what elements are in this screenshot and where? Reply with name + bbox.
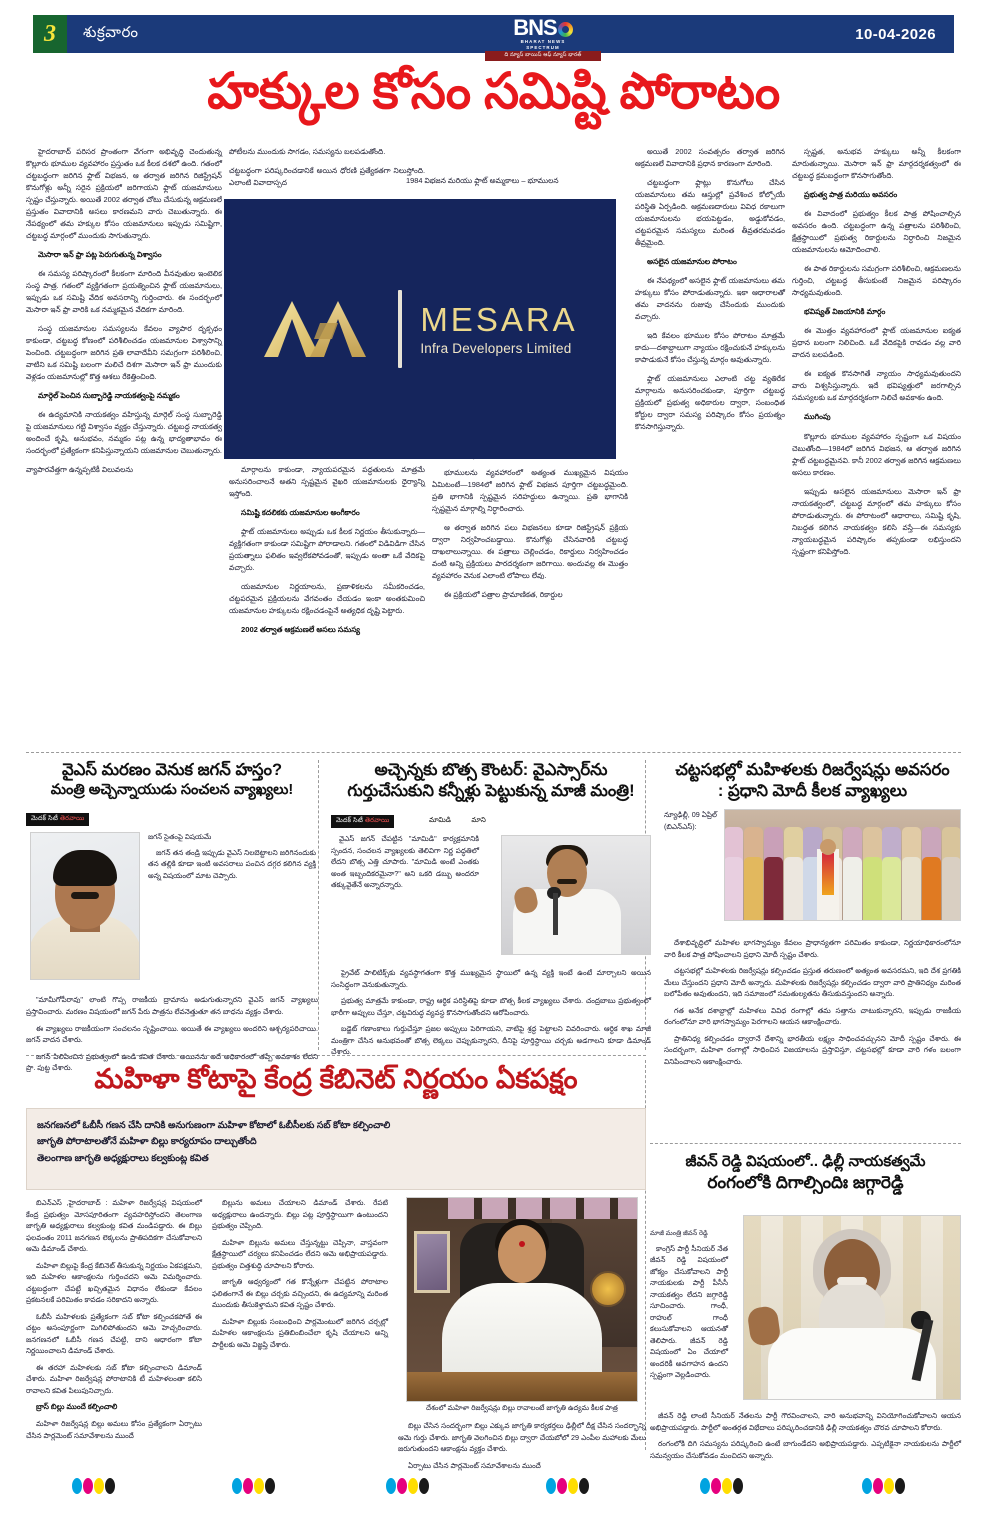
article3-dateline: న్యూఢిల్లీ, 09 ఏప్రిల్ (బిఎన్ఎస్): — [664, 810, 718, 831]
article-subheading: మెసారా ఇన్ ఫ్రా పట్ల పెరుగుతున్న విశ్వాసం — [38, 249, 162, 259]
yellow-dot — [568, 1478, 578, 1494]
paragraph: ఈ ప్రక్రియలో పత్రాల ప్రామాణికత, రికార్డుల — [444, 589, 563, 599]
paragraph: యజమానుల నిర్ణయాలను, ప్రణాళికలను సమీకరించడం, చట్టపరమైన ప్రక్రియలను వేగవంతం చేయడం ఇంకా అంతకుమించి యజమానుల హక్కులను రక్షించడంపైనే అత్యధిక దృష్టి పెట్టారు. — [229, 582, 425, 616]
black-dot — [895, 1478, 905, 1494]
photo-kavitha — [406, 1197, 638, 1402]
article-subheading: మార్గెల్ పెంచిన సుబ్బారెడ్డి నాయకత్వంపై నమ్మకం — [38, 391, 180, 401]
mid-article-3 — [664, 760, 961, 1072]
article-subheading: అసలైన యజమానుల పోరాటం — [647, 256, 737, 266]
cmyk-group — [232, 1478, 275, 1494]
bottom-left-column-2 — [212, 1197, 388, 1355]
headline-line2: గుర్తుచేసుకుని కన్నీళ్లు పెట్టుకున్న మాజీ మంత్రి! — [347, 781, 635, 800]
paragraph: ఫ్లాట్ యజమానులు ఎలాంటి చట్ట వ్యతిరేక మార్గాలను అనుసరించకుండా, పూర్తిగా చట్టబద్ధ ప్రక్రియలో ప్రభుత్వ అధికారుల ద్వారా, సంబంధిత కోర్టుల ద్వారా సమస్య పరిష్కారం కోసం ప్రయత్నం కొనసాగిస్తున్నారు. — [635, 374, 785, 431]
article-subheading: ముగింపు — [804, 412, 831, 422]
magenta-dot — [557, 1478, 567, 1494]
paragraph: బడ్జెట్ గణాంకాలు గుర్తుచేస్తూ ప్రజల అప్పులు పెరిగాయని, వాటిపై శ్రద్ధ పెట్టాలని వివరించారు. ఆర్థిక శాఖ మాజీ మంత్రిగా చేసిన అనుభవంతో బొత్స లెక్కలు చెప్పుకున్నారని, దీనిపై పూర్తిస్థాయి చర్చకు అడగాలని కూడా డిమాండ్ చేశారు. — [331, 1024, 651, 1057]
banner-line-2: జాగృతి పోరాటాలతోనే మహిళా బిల్లు కార్యరూపం దాల్చుతోంది — [37, 1135, 257, 1147]
mid-article-1 — [26, 760, 318, 1079]
tag-highlight: తెరవాయి — [60, 815, 85, 823]
masthead — [33, 15, 954, 59]
mid-section — [26, 760, 961, 1073]
main-headline: హక్కుల కోసం సమిష్టి పోరాటం — [207, 63, 780, 119]
paragraph: జీవన్ రెడ్డి లాంటి సీనియర్ నేతలను పార్టీ గౌరవించాలని, వారి అనుభవాన్ని వినియోగించుకోవాలని ఆయన అభిప్రాయపడ్డారు. పార్టీలో అంతర్గత విభేదాలు పరిష్కరించడానికి ఢిల్లీ నాయకత్వం చొరవ చూపాలని కోరారు. — [650, 1411, 961, 1432]
jeevan-reddy-caption: మాజీ మంత్రి జీవన్ రెడ్డి — [650, 1230, 708, 1237]
kavitha-photo-caption: దేశంలో మహిళా రిజర్వేషన్లు బిల్లు రావాలంటే జాగృతి ఉద్యమ కీలక పాత్ర — [426, 1405, 618, 1412]
headline-line1: వైఎస్ మరణం వెనుక జగన్ హస్తం? — [61, 761, 283, 779]
banner-line-3: తెలంగాణ జాగృతి అధ్యక్షురాలు కల్వకుంట్ల కవిత — [37, 1151, 209, 1163]
bottom-left-banner — [26, 1108, 646, 1190]
paragraph: వ్యాపారవేత్తగా ఉన్నప్పటికీ విలువలను — [26, 465, 134, 475]
bottom-right-continued — [650, 1410, 961, 1461]
paragraph: ఓబీసీ మహిళలకు ప్రత్యేకంగా సబ్ కోటా కల్పించకపోతే ఈ చట్టం అసంపూర్ణంగా మిగిలిపోతుందని ఆమె హెచ్చరించారు. జనగణనలో ఓబీసీ గణన చేపట్టి, దాని ఆధారంగా కోటా నిర్ణయించాలని డిమాండ్ చేశారు. — [26, 1311, 202, 1356]
paragraph: ప్రభుత్వ మాత్రమే కాకుండా, రాష్ట్ర ఆర్థిక పరిస్థితిపై కూడా బొత్స కీలక వ్యాఖ్యలు చేశారు. చంద్రబాబు ప్రభుత్వంలో భారీగా అప్పులు చేస్తూ, చట్టవిరుద్ధ వ్యవస్థ కొనసాగుతోందని ఆరోపించారు. — [331, 996, 651, 1017]
paragraph: కాంగ్రెస్ పార్టీ సీనియర్ నేత జీవన్ రెడ్డి విషయంలో జోక్యం చేసుకోవాలని పార్టీ నాయకులకు పార్టీ పీసీసీ నాయకత్వం లేదని జగ్గారెడ్డి సూచించారు. గాంధీ, రాహుల్ గాంధీ కలుసుకోవాలని ఆయనతో తెలిపారు. జీవన్ రెడ్డి విషయంలో ఏం చేయాలో అందరికీ అవగాహన ఉందని స్పష్టంగా వెల్లడించారు. — [650, 1243, 728, 1380]
cmyk-group — [72, 1478, 115, 1494]
paragraph: స్పష్టత, అనుభవ హక్కులు అన్నీ కీలకంగా మారుతున్నాయి. మెసారా ఇన్ ఫ్రా మార్గదర్శకత్వంలో ఈ చట్టబద్ధ క్రమబద్ధంగా కొనసాగుతోంది. — [792, 147, 961, 180]
paragraph: బిల్లును అమలు చేయాలని డిమాండ్ చేశారు. రేపటి అధ్యక్షురాలు ఉందన్నారు. బిల్లు పట్ల పూర్తిస్థాయిగా ఉంటుందని ప్రభుత్వం చెప్పింది. — [212, 1198, 388, 1231]
cyan-dot — [862, 1478, 872, 1494]
paragraph: మహిళా బిల్లుకు సంబంధించి పార్లమెంటులో జరిగిన చర్చల్లో మహిళల ఆకాంక్షలను ప్రతిబింబించేలా కృషి చేయాలని అన్ని పార్టీలకు ఆమె విజ్ఞప్తి చేశారు. — [212, 1316, 388, 1349]
paragraph: ప్రాతినిధ్య కల్పించడం ద్వారానే దేశాన్ని భారతీయ లక్ష్యం సాధించవచ్చునని మోదీ స్పష్టం చేశారు. ఈ సందర్భంగా, మహిళా రంగాల్లో సాధించిన విజయాలను ప్రస్తావిస్తూ, చట్టసభల్లో కూడా వారి గళం బలంగా వినిపించాలని ఆకాంక్షించారు. — [664, 1033, 961, 1066]
cmyk-registration-row — [0, 1478, 987, 1502]
paragraph: మహిళా బిల్లుపై కేంద్ర కేబినెట్ తీసుకున్న నిర్ణయం ఏకపక్షమని, ఇది మహిళల ఆకాంక్షలను గుర్తించదని ఆమె విమర్శించారు. చట్టబద్ధంగా చేపట్టే ఖచ్చితమైన విధానం లేకుండా కేవలం ప్రకటనలకే పరిమితం కావడం సరికాదని అన్నారు. — [26, 1260, 202, 1305]
bns-logo — [485, 15, 601, 61]
bottom-left-column-3 — [398, 1197, 646, 1476]
advertisement-mesara[interactable] — [224, 199, 616, 459]
article-subheading: సమిష్టి కదలికకు యజమానుల అంగీకారం — [241, 507, 360, 517]
magenta-dot — [83, 1478, 93, 1494]
photo-women-group — [724, 809, 961, 921]
article1-body — [26, 994, 318, 1073]
headline-line1: జీవన్ రెడ్డి విషయంలో.. ఢిల్లీ నాయకత్వమే — [685, 1153, 926, 1170]
black-dot — [265, 1478, 275, 1494]
page-number-badge — [33, 15, 67, 53]
paragraph: బిల్లు చేసిన సందర్భంగా బిల్లు ఎక్కువ జాగృతి కార్యకర్తలు ఢిల్లీలో దీక్ష చేసిన సందర్భాన్ని ఆమె గుర్తు చేశారు. జాగృతి వెలగించిన బిల్లు ద్వారా చేయబోలో 29 ఎంపీల మహాలకు మేలు జరుగుతుందని ఆకాంక్షను వ్యక్తం చేశారు. — [398, 1421, 646, 1454]
paragraph: బిఎన్ఎస్ ,హైదరాబాద్ : మహిళా రిజర్వేషన్ల విషయంలో కేంద్ర ప్రభుత్వం మోసపూరితంగా వ్యవహరిస్తోందని తెలంగాణ జాగృతి అధ్యక్షురాలు కల్వకుంట్ల కవిత మండిపడ్డారు. ఈ బిల్లు ఫలవంతం 2011 జనగణన లెక్కలను ప్రాతిపదికగా చేసుకోవాలని ఆమె డిమాండ్ చేశారు. — [26, 1198, 202, 1254]
photo-jagga-reddy — [743, 1215, 961, 1400]
paragraph: ఇది కేవలం భూముల కోసం పోరాటం మాత్రమే కాదు—దశాబ్దాలుగా న్యాయం రక్షించుకునే హక్కులను కాపాడుకునే కోసం చేస్తున్న మార్గం అవుతున్నారు. — [635, 331, 785, 365]
yellow-dot — [254, 1478, 264, 1494]
ad-caption: 1984 విభజన మరియు ఫ్లాట్ అమ్మకాలు – భూములన — [406, 176, 559, 185]
paragraph: ఈ వ్యాఖ్యలు రాజకీయంగా సంచలనం సృష్టించాయి. అయితే ఈ వ్యాఖ్యలు అందరిని ఆశ్చర్యపరిచాయి. జగన్ వాదన చేశారు. — [26, 1023, 318, 1045]
paragraph: గత అనేక దశాబ్దాల్లో మహిళలు వివిధ రంగాల్లో తమ సత్తాను చాటుకున్నారని, ఇప్పుడు రాజకీయ రంగంలోనూ వారి భాగస్వామ్యం పెరగాలని ఆయన ఆకాంక్షించారు. — [664, 1005, 961, 1027]
paragraph: రంగంలోకి దిగి సమస్యను పరిష్కరించి ఉంటే బాగుండేదని అభిప్రాయపడ్డారు. ఎప్పటికైనా నాయకులను పార్టీలో సమన్వయం చేసుకోవడం మంచిదని అన్నారు. — [650, 1439, 961, 1460]
yellow-dot — [722, 1478, 732, 1494]
ad-tagline: Infra Developers Limited — [420, 340, 572, 356]
mesara-logo-icon — [262, 293, 380, 365]
logo-divider — [398, 290, 402, 368]
paragraph: ఈ తరహా మహిళలకు సబ్ కోటా కల్పించాలని డిమాండ్ చేశారు. మహిళా రిజర్వేషన్ల పోరాటానికి టీ మహిళలంతా కలిసి రావాలని కవిత పిలుపునిచ్చారు. — [26, 1362, 202, 1395]
bottom-right-headline — [650, 1152, 961, 1194]
headline-line2: మంత్రి అచ్చెన్నాయుడు సంచలన వ్యాఖ్యలు! — [50, 781, 294, 798]
paragraph: చట్టసభల్లో మహిళలకు రిజర్వేషన్లు కల్పించడం ప్రస్తుత తరుణంలో అత్యంత అవసరమని, ఇది దేశ ప్రగతికి మేలు చేస్తుందని ప్రధాని మోదీ అన్నారు. మహిళలకు రిజర్వేషన్లు కల్పించడం ద్వారా వారి ప్రాతినిధ్యం మరింత బలోపేతం అవుతుందని, ఇది సమాజంలో సమతుల్యతను తీసుకువస్తుందని అన్నారు. — [664, 966, 961, 999]
article-subheading: భవిష్యత్ విజయానికి మార్గం — [804, 307, 886, 317]
paragraph: పోటీలను ముందుకు సాగడం, సమస్యను బలపడుతోంది. — [229, 147, 386, 156]
paragraph: "మామీగోపీరావు" లాంటి గొప్ప రాజకీయ ద్రామాను అడుగుతున్నారని వైఎస్ జగన్ వ్యాఖ్యలు ప్రస్తావించారు. మరణం విషయంలో జగన్ పేరు పాత్రను లేవనెత్తుతూ తన బాధను వ్యక్తం చేశారు. — [26, 995, 318, 1016]
magenta-dot — [397, 1478, 407, 1494]
paragraph: ఈ ఉద్యమానికి నాయకత్వం వహిస్తున్న మార్గెల్ సంస్థ సుబ్బారెడ్డి పై యజమానులు గట్టి విశ్వాసం వ్యక్తం చేస్తున్నారు. చట్టబద్ధ నాయకత్వ అందించే కృషి, అనుభవం, నమ్మకం పట్ల ఉన్న భాద్యతాభావం ఈ సందర్భంలో ప్రత్యేకంగా కనిపిస్తున్నాయని యజమానుల చెబుతున్నారు. — [26, 410, 222, 456]
article3-headline — [664, 760, 961, 801]
source-tag — [26, 813, 89, 826]
paragraph: భూములను వ్యవహారంలో అత్యంత ముఖ్యమైన విషయం ఏమిటంటే—1984లో జరిగిన ఫ్లాట్ విభజన పూర్తిగా చట్టబద్ధమైంది. ప్రతి భాగానికి స్పష్టమైన సరిహద్దులు ఉన్నాయి. ప్రతి భాగానికి స్పష్టమైన మార్గాల్ని నిర్ధారించారు. — [432, 467, 628, 513]
paragraph: మహిళా రిజర్వేషన్ల బిల్లు అమలు కోసం ప్రత్యేకంగా ఏర్పాటు చేసిన పార్లమెంట్ సమావేశాలను ముందే — [26, 1419, 202, 1440]
article3-body — [664, 937, 961, 1067]
cyan-dot — [232, 1478, 242, 1494]
yellow-dot — [408, 1478, 418, 1494]
paragraph: ఈ ఐక్యత కొనసాగితే న్యాయం సాధ్యమవుతుందని వారు విశ్వసిస్తున్నారు. ఇదే భవిష్యత్తులో జరగాల్సిన సమస్యలకు ఒక మార్గదర్శకంగా నిలిచే అవకాశం ఉంది. — [792, 369, 961, 403]
cyan-dot — [700, 1478, 710, 1494]
article-subheading: 2002 తర్వాత ఆక్రమణలే అసలు సమస్య — [241, 625, 360, 635]
section-divider — [650, 1143, 961, 1144]
headline-line2: రంగంలోకి దిగాల్సిందిః జగ్గారెడ్డి — [707, 1172, 904, 1192]
black-dot — [579, 1478, 589, 1494]
paragraph: హైదరాబాద్ పరిసర ప్రాంతంగా వేగంగా అభివృద్ధి చెందుతున్న కొల్లూరు భూముల వ్యవహారం ప్రస్తుతం ఒక కీలక దశలో ఉంది. గతంలో చట్టబద్ధంగా జరిగిన ఫ్లాట్ విభజన, ఆ తర్వాత జరిగిన రిజిస్ట్రేషన్ కొనుగోళ్లు అన్నీ సరైన ప్రక్రియలో జరిగాయని ఫ్లాట్ యజమానులు స్పష్టం చేస్తున్నారు. అయితే 2002 తర్వాత చోటు చేసుకున్న ఆక్రమణలే ప్రస్తుతం వివాదానికి అసలు కారణమని వారు చెబుతున్నారు. ఈ నేపథ్యంలో తమ హక్కుల కోసం యజమానులు ఇప్పుడు సమిష్టిగా, చట్టబద్ధ మార్గంలో ముందుకు సాగుతున్నారు. — [26, 147, 222, 240]
cmyk-group — [386, 1478, 429, 1494]
article-column-e — [792, 146, 961, 564]
paragraph: ప్రైవేట్ పాలిటిక్స్‌కు వ్యవస్థాగతంగా కొత్త ముఖ్యమైన స్థాయిలో ఉన్న వ్యక్తి ఇంటే ఉంటే మార్చాలని అయిన సంసిద్ధంగా వెనుకుతున్నారు. — [331, 968, 651, 989]
logo-subtitle-en1: BHARAT NEWS — [520, 39, 566, 44]
paragraph: మార్గాలను కాకుండా, న్యాయపరమైన పద్ధతులను మాత్రమే అనుసరించాలనే అతని స్పష్టమైన వైఖరి యజమానులకు ధైర్యాన్ని ఇస్తోంది. — [229, 464, 425, 498]
logo-wordmark — [513, 17, 572, 39]
paragraph: ఈ పాత రికార్డులను సమగ్రంగా పరిశీలించి, ఆక్రమణలను గుర్తించి, చట్టబద్ధ తీసుకుంటే నిజమైన పరిష్కారం సాధ్యమవుతుంది. — [792, 264, 961, 298]
tag-label: మెదక్ సిటీ — [31, 815, 59, 823]
headline-line2: : ప్రధాని మోదీ కీలక వ్యాఖ్యలు — [717, 781, 908, 800]
article-subheading: బ్రాస్ బిల్లు ముందే కల్పించాలి — [36, 1402, 118, 1412]
article2-byline-left: మామిడి — [428, 817, 451, 825]
paragraph: ఈ మొత్తం వ్యవహారంలో ఫ్లాట్ యజమానుల ఐక్యత ప్రధాన బలంగా నిలిచింది. ఒకే వేదికపైకి రావడం వల్ల వారి వాదన బలపడింది. — [792, 326, 961, 360]
cmyk-group — [546, 1478, 589, 1494]
masthead-weekday: శుక్రవారం — [83, 23, 139, 41]
paragraph: వైఎస్ జగన్ చేపట్టిన "మామిడి" కార్యక్రమానికి స్పందన, సంచలన వ్యాఖ్యలకు తెలివిగా నిర్ణ పద్ధతిలో లేదని బొత్స ఎత్తి చూపారు. "మామిడి అంటే ఎంతకు అంత ఇబ్బందికరమైనా?" అని ఒకరి డబ్బు అందరూ తక్కువైతేనే అన్నారన్నారు. — [331, 834, 479, 890]
article-subheading: ప్రభుత్వ పాత్ర మరియు అవసరం — [804, 189, 898, 199]
cyan-dot — [72, 1478, 82, 1494]
paragraph: సంస్థ యజమానుల సమస్యలను కేవలం వ్యాపార దృక్పథం కాకుండా, చట్టబద్ధ కోణంలో పరిశీలించడం యజమానుల విశ్వాసాన్ని పెంచింది. చట్టబద్ధంగా జరిగిన ప్రతి లావాదేవీని సమగ్రంగా పరిశీలించి, వాటిని ఒక సమిష్టి బలంగా మలిచే దిశగా మెసారా ఇన్ ఫ్రా ముందుకు వెళ్లడం యజమానుల్లో కొత్త ఆశలు రేకెత్తించింది. — [26, 324, 222, 382]
article-column-a — [26, 146, 222, 483]
logo-text: BNS — [513, 15, 557, 40]
bottom-right-body — [650, 1215, 961, 1460]
paragraph: ఫ్లాట్ యజమానులు అప్పుడు ఒక కీలక నిర్ణయం తీసుకున్నారు—వ్యక్తిగతంగా కాకుండా సమిష్టిగా పోరాడాలని. గతంలో విడివిడిగా చేసిన ప్రయత్నాలు ఫలితం ఇవ్వలేకపోవడంతో, ఇప్పుడు అంతా ఒకే వేదికపై వచ్చారు. — [229, 527, 425, 573]
paragraph: అయితే 2002 సంవత్సరం తర్వాత జరిగిన ఆక్రమణలే వివాదానికి ప్రధాన కారణంగా మారింది. — [635, 147, 785, 168]
yellow-dot — [884, 1478, 894, 1494]
paragraph: ఏర్పాటు చేసిన పార్లమెంట్ సమావేశాలను ముందే — [408, 1460, 541, 1470]
magenta-dot — [873, 1478, 883, 1494]
cyan-dot — [546, 1478, 556, 1494]
bottom-left-headline: మహిళా కోటాపై కేంద్ర కేబినెట్ నిర్ణయం ఏకపక్షం — [94, 1063, 578, 1094]
mid-article-2 — [331, 760, 651, 1063]
article1-headline — [26, 760, 318, 799]
article1-tag-row — [26, 807, 318, 826]
paragraph: ఈ నేపథ్యంలో అసలైన ఫ్లాట్ యజమానులు తమ హక్కులు కోసం పోరాడుతున్నారు. ఇకా ఆధారాలతో తమ వాదనను రుజువు చేసేందుకు ముందుకు వచ్చారు. — [635, 276, 785, 322]
tag-label: మెదక్ సిటీ — [336, 817, 364, 825]
yellow-dot — [94, 1478, 104, 1494]
black-dot — [419, 1478, 429, 1494]
photo-botsa-speaker — [501, 835, 651, 955]
paragraph: జగన్ పిలిపించిన ప్రభుత్వంలో ఉండి కవిత చేశారు. అయినను అదే అధికారంలో తప్పే అవకాశం లేదని ప్రొ. పుట్ట చేశారు. — [26, 1051, 318, 1073]
cmyk-group — [862, 1478, 905, 1494]
paragraph: చట్టబద్ధంగా పరిష్కరించడానికే అయిన ధోరణి ప్రత్యేకతగా నిలుస్తోంది. ఎలాంటి వివాదాస్పద — [229, 165, 425, 187]
article2-byline-right: మాని — [471, 817, 486, 825]
magenta-dot — [711, 1478, 721, 1494]
paragraph: ఈ వివాదంలో ప్రభుత్వం కీలక పాత్ర పోషించాల్సిన అవసరం ఉంది. చట్టబద్ధంగా ఉన్న పత్రాలను పరిశీలించి, క్షేత్రస్థాయిలో ప్రభుత్వ రికార్డులను నిర్ధారించి నిజమైన యజమానులను ఆమోదించాలి. — [792, 209, 961, 255]
article2-tag-row — [331, 809, 651, 828]
ad-brand-name: MESARA — [420, 300, 578, 338]
bottom-left-column-1 — [26, 1197, 202, 1446]
banner-line-1: జనగణనలో ఓబీసీ గణన చేసి దానికి అనుగుణంగా మహిళా కోటాలో ఓబీసీలకు సబ్ కోటా కల్పించాలి — [37, 1119, 391, 1130]
paragraph: చట్టబద్ధంగా ఫ్లాట్లు కొనుగోలు చేసిన యజమానులు తమ ఆస్తుల్లో ప్రవేశించ కోల్పోయే పరిస్థితి ఏర్పడింది. ఆక్రమణదారులు వివిధ రకాలుగా యజమానులను భయపెట్టడం, అడ్డుకోవడం, చట్టపరమైన సమస్యలు మరింత తీవ్రతరమవడం తీవ్రమైంది. — [635, 177, 785, 247]
article1-byline: జగన్ సైతంపై విషయమే — [148, 834, 212, 842]
article-column-d — [635, 146, 785, 440]
headline-line1: అచ్చెన్నకు బొత్స కౌంటర్: వైఎస్సార్‌ను — [374, 761, 608, 779]
paragraph: ఆ తర్వాత జరిగిన పలు విభజనలు కూడా రిజిస్ట్రేషన్ ప్రక్రియ ద్వారా నిర్వహించబడ్డాయి. కొనుగోళ్లు చేసినవారికి చట్టబద్ధ దాఖలాలున్నాయి. ఈ పత్రాలు చెల్లించడం, రికార్డులు నిర్వహించడం వంటి అన్ని ప్రక్రియలు పారదర్శకంగా జరిగాయి. అందువల్ల ఈ మొత్తం వ్యవహారం వెనుక ఎలాంటి లోపాలు లేవు. — [432, 522, 628, 580]
source-tag — [331, 815, 394, 828]
paragraph: ఇప్పుడు అసలైన యజమానులు మెసారా ఇన్ ఫ్రా నాయకత్వంలో, చట్టబద్ధ మార్గంలో తమ హక్కులు కోసం పోరాడుతున్నారు. ఈ పోరాటంలో ఆధారాలు, సమిష్టి కృషి, నిబద్ధత కలిగిన నాయకత్వం కలిసి వస్తే—ఈ సమస్యకు న్యాయబద్ధమైన పరిష్కారం తప్పకుండా లభిస్తుందని స్పష్టంగా కనిపిస్తోంది. — [792, 486, 961, 556]
black-dot — [733, 1478, 743, 1494]
spectrum-swirl-icon — [558, 22, 573, 37]
logo-subtitle-en2: SPECTRUM — [526, 44, 560, 50]
cyan-dot — [386, 1478, 396, 1494]
cmyk-group — [700, 1478, 743, 1494]
paragraph: మహిళా బిల్లును అమలు చేస్తున్నట్టు చెప్పినా, వాస్తవంగా క్షేత్రస్థాయిలో చర్యలు కనిపించడం లేదని ఆమె అభిప్రాయపడ్డారు. ప్రభుత్వం చిత్తశుద్ధి చూపాలని కోరారు. — [212, 1237, 388, 1270]
magenta-dot — [243, 1478, 253, 1494]
paragraph: జగన్ తన తండ్రి ఇప్పుడు వైఎస్ నిలబెట్టాలని జరిగినందుకు తన తల్లికి కూడా ఇంటి అవసరాలు పంచిన దగ్గర కలిగిన వ్యక్తి అన్న విషయంలో మాట చెప్పారు. — [148, 847, 316, 880]
black-dot — [105, 1478, 115, 1494]
headline-line1: చట్టసభల్లో మహిళలకు రిజర్వేషన్లు అవసరం — [675, 761, 950, 779]
photo-achhennaidu — [30, 832, 140, 980]
paragraph: దేశాభివృద్ధిలో మహిళల భాగస్వామ్యం కేవలం ప్రాధాన్యతగా పరిమితం కాకుండా, నిర్ణయాధికారంలోనూ వారి కీలక పాత్ర పోషించాలని ప్రధాని మోదీ స్పష్టం చేశారు. — [664, 938, 961, 959]
bottom-left-body — [26, 1197, 646, 1470]
section-divider — [26, 752, 961, 753]
paragraph: కొల్లూరు భూముల వ్యవహారం స్పష్టంగా ఒక విషయం చెబుతోంది—1984లో జరిగిన విభజన, ఆ తర్వాత జరిగిన ఫ్లాట్ చట్టబద్ధమైనవి. కానీ 2002 తర్వాత జరిగిన ఆక్రమణలు అసలు కారణం. — [792, 431, 961, 477]
article2-headline — [331, 760, 651, 801]
page-number: 3 — [44, 20, 56, 47]
logo-subtitle-te: ది న్యూస్ బాయిస్ ఆఫ్ న్యూస్ భారత్ — [485, 51, 601, 60]
masthead-date: 10-04-2026 — [855, 25, 936, 43]
tag-highlight: తెరవాయి — [365, 817, 390, 825]
article2-body — [331, 967, 651, 1058]
paragraph: ఈ సమస్య పరిష్కారంలో కీలకంగా మారింది వీనవుతుల ఇంటెలిక సంస్థ పాత్ర. గతంలో వ్యక్తిగతంగా ప్రయత్నించిన ఫ్లాట్ యజమానులు, ఇప్పుడు ఒక సమిష్టి వేదిక అవసరాన్ని గుర్తించారు. ఈ సందర్భంలో మెసారా ఇన్ ఫ్రా వారికి ఒక నమ్మకమైన వేదికగా మారింది. — [26, 269, 222, 315]
paragraph: జాగృతి ఆధ్వర్యంలో గత కొన్నేళ్లుగా చేపట్టిన పోరాటాల ఫలితంగానే ఈ బిల్లు చర్చకు వచ్చిందని, ఈ ఉద్యమాన్ని మరింత ముందుకు తీసుకెళ్తామని కవిత స్పష్టం చేశారు. — [212, 1277, 388, 1310]
